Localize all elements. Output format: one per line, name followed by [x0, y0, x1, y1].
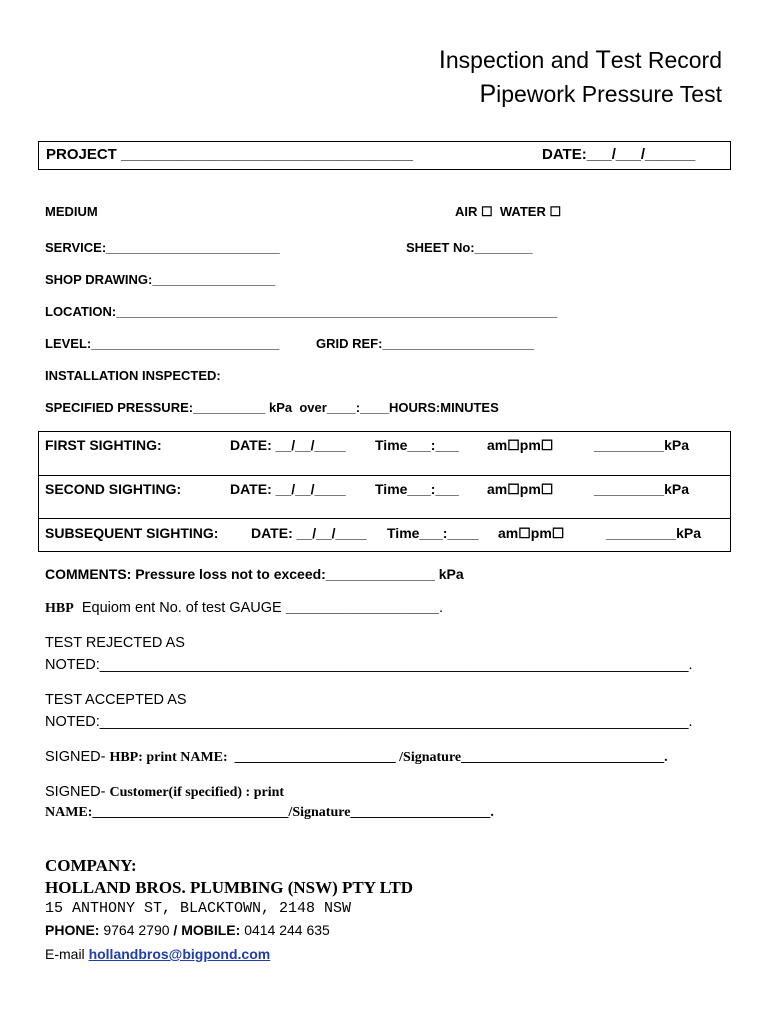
installation-inspected-label: INSTALLATION INSPECTED:: [45, 368, 221, 383]
company-address: 15 ANTHONY ST, BLACKTOWN, 2148 NSW: [45, 900, 352, 917]
level-field[interactable]: LEVEL:__________________________: [45, 336, 280, 351]
company-email: E-mail hollandbros@bigpond.com: [45, 946, 271, 962]
sighting-ampm[interactable]: am☐pm☐: [498, 525, 565, 541]
sighting-label: SECOND SIGHTING:: [45, 481, 182, 497]
project-box: [38, 141, 731, 170]
sighting-date[interactable]: DATE: __/__/____: [230, 481, 346, 497]
sightings-divider: [38, 518, 731, 519]
date-field[interactable]: DATE:___/___/______: [542, 146, 696, 163]
sighting-time[interactable]: Time___:___: [375, 481, 459, 497]
sighting-label: SUBSEQUENT SIGHTING:: [45, 525, 219, 541]
company-phone: PHONE: 9764 2790 / MOBILE: 0414 244 635: [45, 922, 330, 938]
medium-label: MEDIUM: [45, 204, 98, 219]
grid-ref-field[interactable]: GRID REF:_____________________: [316, 336, 535, 351]
customer-name-signature[interactable]: NAME:____________________________/Signature____________________.: [45, 805, 494, 820]
test-rejected-label: TEST REJECTED AS: [45, 635, 185, 651]
sighting-date[interactable]: DATE: __/__/____: [230, 437, 346, 453]
sighting-kpa[interactable]: _________kPa: [606, 525, 701, 541]
sighting-ampm[interactable]: am☐pm☐: [487, 437, 554, 453]
sightings-divider: [38, 475, 731, 476]
sighting-label: FIRST SIGHTING:: [45, 437, 162, 453]
email-link[interactable]: hollandbros@bigpond.com: [88, 946, 271, 962]
test-rejected-notes[interactable]: NOTED:_________________________________________________________________________.: [45, 657, 693, 673]
sighting-ampm[interactable]: am☐pm☐: [487, 481, 554, 497]
test-accepted-notes[interactable]: NOTED:_________________________________________________________________________.: [45, 714, 693, 730]
form-title-line2: Pipework Pressure Test: [479, 80, 722, 108]
sighting-time[interactable]: Time___:____: [387, 525, 479, 541]
location-field[interactable]: LOCATION:_____________________________________________________________: [45, 304, 558, 319]
air-water-checkboxes[interactable]: AIR ☐ WATER ☐: [455, 204, 562, 219]
shop-drawing-field[interactable]: SHOP DRAWING:_________________: [45, 272, 276, 287]
sheet-no-field[interactable]: SHEET No:________: [406, 240, 533, 255]
comments-field[interactable]: COMMENTS: Pressure loss not to exceed:______________ kPa: [45, 566, 464, 582]
signed-customer-field[interactable]: SIGNED- Customer(if specified) : print: [45, 784, 285, 800]
test-accepted-label: TEST ACCEPTED AS: [45, 692, 187, 708]
company-name: HOLLAND BROS. PLUMBING (NSW) PTY LTD: [45, 878, 414, 897]
sighting-date[interactable]: DATE: __/__/____: [251, 525, 367, 541]
company-heading: COMPANY:: [45, 856, 137, 875]
service-field[interactable]: SERVICE:________________________: [45, 240, 280, 255]
form-title-line1: Inspection and Test Record: [438, 46, 722, 74]
sighting-kpa[interactable]: _________kPa: [594, 481, 689, 497]
gauge-field[interactable]: HBP Equiom ent No. of test GAUGE ___________________.: [45, 600, 443, 616]
signed-hbp-field[interactable]: SIGNED- HBP: print NAME: _______________________ /Signature_____________________________.: [45, 749, 668, 765]
sighting-time[interactable]: Time___:___: [375, 437, 459, 453]
specified-pressure-field[interactable]: SPECIFIED PRESSURE:__________ kPa over____:____HOURS:MINUTES: [45, 400, 499, 415]
sighting-kpa[interactable]: _________kPa: [594, 437, 689, 453]
project-field[interactable]: PROJECT ___________________________________: [46, 146, 413, 163]
